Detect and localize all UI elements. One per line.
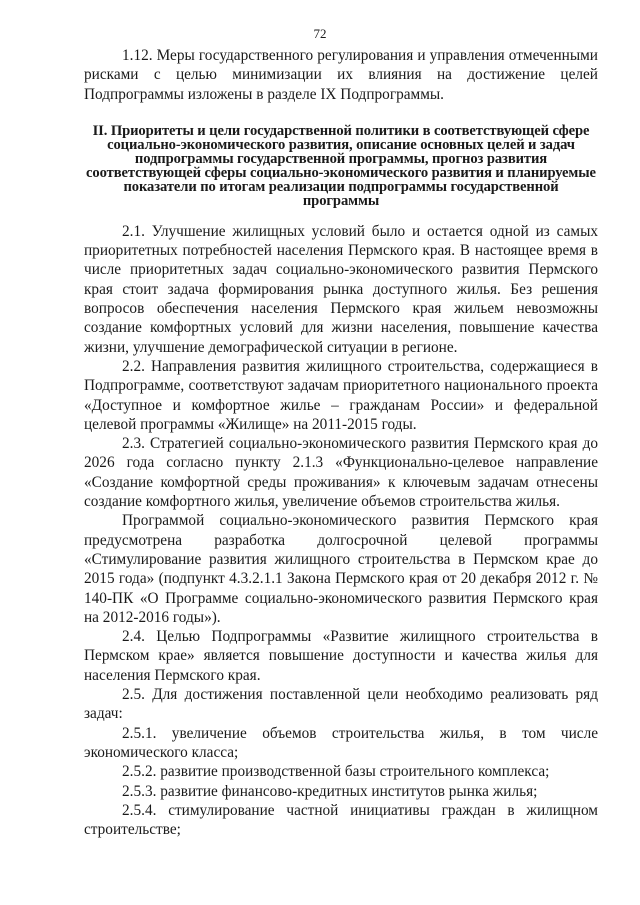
section-2-body [84,222,598,840]
page-number: 72 [313,26,327,41]
paragraph-2-1: 2.1. Улучшение жилищных условий было и остается одной из самых приоритетных потребностей населения Пермского края. В настоящее время в числе приоритетных задач социально-экономического развития Пермского края стоит задача формирования рынка доступного жилья. Без решения вопросов обеспечения населения Пермского края жильем невозможны создание комфортных условий для жизни населения, повышение качества жизни, улучшение демографической ситуации в регионе. [84,222,598,356]
paragraph-2-3: 2.3. Стратегией социально-экономического развития Пермского края до 2026 года согласно пункту 2.1.3 «Функционально-целевое направление «Создание комфортной среды проживания» к ключевым задачам отнесены создание комфортного жилья, увеличение объемов строительства жилья. [84,435,598,511]
paragraph-1-12: 1.12. Меры государственного регулирования и управления отмеченными рисками с целью минимизации их влияния на достижение целей Подпрограммы изложены в разделе IX Подпрограммы. [84,47,598,103]
paragraph-program: Программой социально-экономического развития Пермского края предусмотрена разработка долгосрочной целевой программы «Стимулирование развития жилищного строительства в Пермском крае до 2015 года» (подпункт 4.3.2.1.1 Закона Пермского края от 20 декабря 2012 г. № 140-ПК «О Программе социально-экономического развития Пермского края на 2012-2016 годы»). [84,512,598,626]
paragraph-2-5: 2.5. Для достижения поставленной цели необходимо реализовать ряд задач: [84,686,598,723]
paragraph-2-2: 2.2. Направления развития жилищного строительства, содержащиеся в Подпрограмме, соответствуют задачам приоритетного национального проекта «Доступное и комфортное жилье – гражданам России» и федеральной целевой программы «Жилище» на 2011-2015 годы. [84,357,598,433]
paragraph-2-5-3: 2.5.3. развитие финансово-кредитных институтов рынка жилья; [122,782,538,800]
section-heading: II. Приоритеты и цели государственной политики в соответствующей сфере социально-экономического развития, описание основных целей и задач подпрограммы государственной программы, прогноз развития соответствующей сферы социально-экономического развития и планируемые показатели по итогам реализации подпрограммы государственной программы [86,122,596,209]
document-body [84,46,598,839]
paragraph-2-5-4: 2.5.4. стимулирование частной инициативы граждан в жилищном строительстве; [84,801,598,839]
paragraph-2-4: 2.4. Целью Подпрограммы «Развитие жилищного строительства в Пермском крае» является повышение доступности и качества жилья для населения Пермского края. [84,628,598,684]
paragraph-2-5-2: 2.5.2. развитие производственной базы строительного комплекса; [122,763,550,781]
paragraph-2-5-1: 2.5.1. увеличение объемов строительства жилья, в том числе экономического класса; [84,724,598,761]
